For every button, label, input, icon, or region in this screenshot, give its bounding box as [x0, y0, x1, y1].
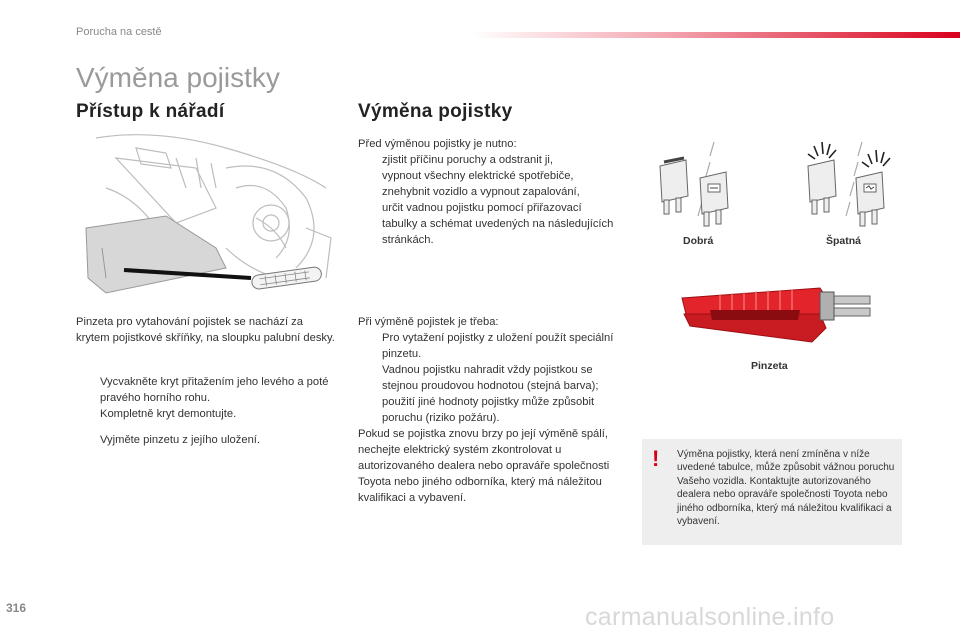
section-title: Porucha na cestě: [76, 26, 162, 38]
step-item: Vyjměte pinzetu z jejího uložení.: [100, 434, 261, 446]
good-fuse-illustration: [652, 136, 744, 228]
header-accent-line: [470, 32, 960, 38]
good-fuse-label: Dobrá: [683, 235, 714, 247]
closing-text: Pokud se pojistka znovu brzy po její výměně spálí, nechejte elektrický systém zkontrolovat u autorizovaného dealera nebo opraváře společnosti Toyota nebo jiného odborníka, který má náležitou kvalifikaci a vybavení.: [358, 428, 610, 504]
replace-section: [358, 314, 620, 506]
replace-list: [358, 330, 620, 426]
warning-text: Výměna pojistky, která není zmíněna v níže uvedené tabulce, může způsobit vážnou poruchu Vašeho vozidla. Kontaktujte autorizovaného dealera nebo opraváře společnosti Toyota nebo jiného odborníka, který má náležitou kvalifikaci a vybavení.: [677, 449, 895, 528]
left-intro: Pinzeta pro vytahování pojistek se nachází za krytem pojistkové skříňky, na sloupku palubní desky.: [76, 316, 335, 344]
left-steps: [76, 374, 338, 448]
bad-fuse-label: Špatná: [826, 235, 862, 247]
step-item: Kompletně kryt demontujte.: [100, 408, 237, 420]
left-heading: Přístup k nářadí: [76, 101, 225, 122]
before-item: určit vadnou pojistku pomocí přiřazovací tabulky a schémat uvedených na následujících stránkách.: [382, 202, 614, 246]
before-section: [358, 136, 618, 248]
before-item: vypnout všechny elektrické spotřebiče,: [382, 170, 574, 182]
before-item: zjistit příčinu poruchy a odstranit ji,: [382, 154, 553, 166]
step-item: Vycvakněte kryt přitažením jeho levého a poté pravého horního rohu.: [100, 376, 329, 404]
middle-heading: Výměna pojistky: [358, 101, 513, 122]
watermark: carmanualsonline.info: [585, 603, 835, 631]
before-item: znehybnit vozidlo a vypnout zapalování,: [382, 186, 580, 198]
tweezers-label: Pinzeta: [751, 360, 788, 372]
before-intro: Před výměnou pojistky je nutno:: [358, 138, 517, 150]
page-title: Výměna pojistky: [76, 62, 280, 93]
tweezers-illustration: [680, 270, 880, 350]
replace-intro: Při výměně pojistek je třeba:: [358, 316, 499, 328]
replace-item: Vadnou pojistku nahradit vždy pojistkou se stejnou proudovou hodnotou (stejná barva); použití jiné hodnoty pojistky může způsobit poruchu (riziko požáru).: [382, 364, 599, 424]
warning-icon: !: [652, 446, 660, 471]
replace-item: Pro vytažení pojistky z uložení použít speciální pinzetu.: [382, 332, 614, 360]
page-number: 316: [6, 601, 27, 615]
before-list: [358, 152, 618, 248]
dashboard-illustration: [76, 128, 336, 298]
bad-fuse-illustration: [800, 136, 900, 228]
